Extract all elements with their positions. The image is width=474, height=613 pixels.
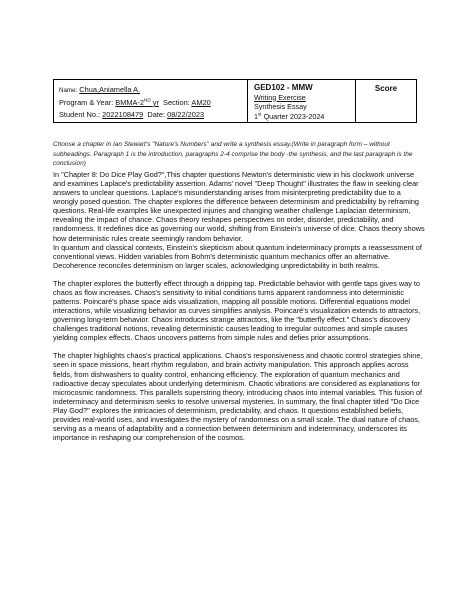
student-number: 2022108479 (102, 110, 144, 119)
paragraph-butterfly: The chapter explores the butterfly effect through a dripping tap. Predictable behavior with gentle taps gives way to chaos as flow increases. Chaos's sensitivity to initial conditions turns apparent randomness into deterministic patterns. Poincaré's phase space aids visualization, mapping all possible motions. Differential equations model interactions, while visualizing behavior as curves simplifies analysis. Poincaré's visualization extends to attractors, governing long-term behavior. Chaos introduces strange attractors, like the "butterfly effect." Chaos's discovery challenges traditional notions, revealing deterministic causes leading to irregular outcomes and simple causes yielding complex effects. Chaos uncovers patterns from simple rules and defies prior assumptions. (53, 278, 421, 343)
course-code: GED102 - MMW (254, 83, 313, 92)
instructions: Choose a chapter in Ian Stewart's "Nature's Numbers" and write a synthesis essay.(Write in paragraph form – without subheadings. Paragraph 1 is the introduction, paragraphs 2-4 comprise the body -the synthesis, and the last paragraph is the conclusion) (53, 141, 413, 168)
score-cell (356, 80, 416, 122)
paragraph-applications: The chapter highlights chaos's practical applications. Chaos's responsiveness and chaotic control strategies shine, seen in space missions, heart rhythm regulation, and brain activity manipulation. This approach applies across fields, from dishwashers to quality control, enhancing efficiency. The exploration of quantum mechanics and radioactive decay speculates about underlying determinism. Chaotic vibrations are considered as explanations for microcosmic randomness. This parallels superstring theory, introducing chaos into internal variables. This fusion of indeterminacy and determinism seeks to resolve universal mysteries. In summary, the final chapter titled "Do Dice Play God?" explores the intricacies of determinism, predictability, and chaos. It questions established beliefs, provides real-world uses, and investigates the mystery of randomness on a small scale. The dual nature of chaos, serving as a means of adaptability and a connection between determinism and indeterminacy, underscores its importance in reshaping our comprehension of the cosmos. (53, 351, 423, 443)
section-value: AM20 (191, 98, 211, 107)
program-value: BMMA-2ND yr (115, 97, 159, 107)
date-value: 08/22/2023 (167, 110, 205, 119)
paragraph-intro: In "Chapter 8: Do Dice Play God?",This chapter questions Newton's deterministic view in his clockwork universe and examines Laplace's predictability assertion. Adams' novel "Deep Thought" illustrates the flaw in seeking clear answers to unclear questions. Laplace's misunderstanding arises from misinterpreting predictability due to a wrongly posed question. The chapter explores the difference between determinism and predictability by reframing questions. Real-life examples like unexpected injuries and changing weather challenge Laplacian determinism, revealing the impact of chance. Chaos theory reshapes perspectives on order, disorder, predictability, and randomness. It redefines dice as governing our world, shifting from Einstein's universe of dice. Chaos theory shows how deterministic rules create seemingly random behavior. (53, 170, 425, 243)
student-info-cell (54, 80, 248, 122)
essay-body (53, 170, 427, 442)
course-cell (248, 80, 356, 122)
paragraph-quantum: In quantum and classical contexts, Einstein's skepticism about quantum indeterminacy prompts a reassessment of conventional views. Hidden variables from Bohm's deterministic quantum mechanics offer an alternative. Decoherence reconciles determinism on larger scales, acknowledging unpredictability in both realms. (53, 242, 422, 270)
quarter-label: 1st Quarter 2023-2024 (254, 111, 325, 121)
program-line: Program & Year: BMMA-2ND yr Section: AM20 (59, 97, 211, 107)
header-table (53, 79, 417, 123)
name-line: Name: Chua,Aniamella A. (59, 85, 141, 94)
exercise-label: Writing Exercise (254, 92, 306, 102)
student-line: Student No.: 2022108479 Date: 08/22/2023 (59, 110, 205, 119)
essay-type: Synthesis Essay (254, 102, 307, 111)
name-value: Chua,Aniamella A. (79, 85, 141, 94)
score-label: Score (374, 84, 398, 93)
